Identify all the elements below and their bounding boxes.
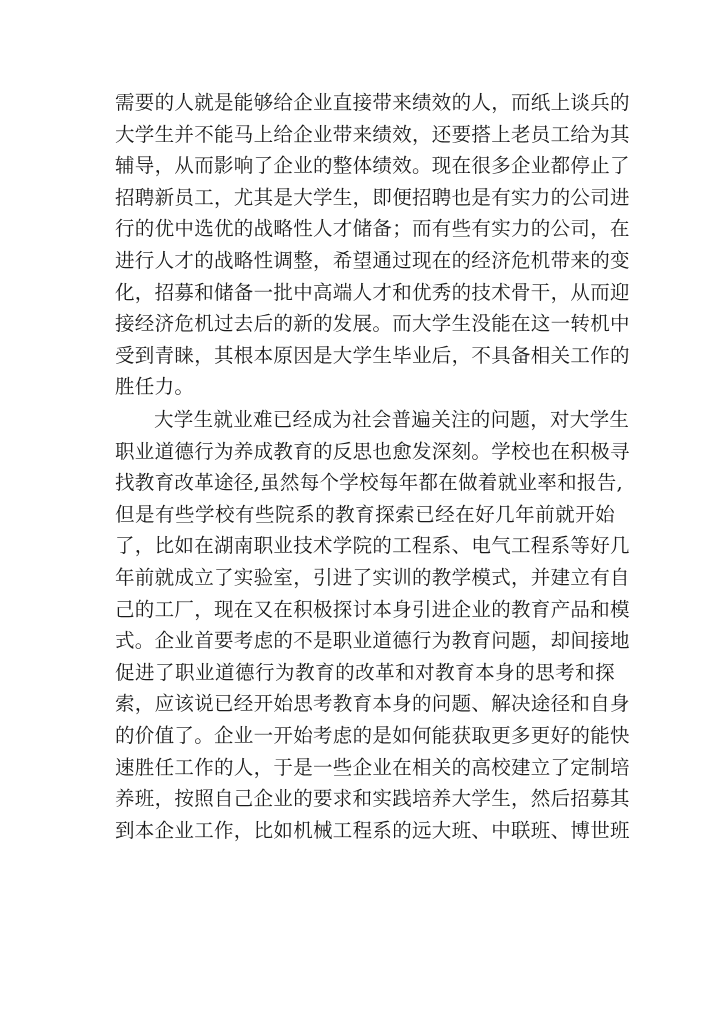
paragraph-line: 大学生就业难已经成为社会普遍关注的问题，对大学生 <box>154 408 630 431</box>
paragraph-line: 到本企业工作，比如机械工程系的远大班、中联班、博世班 <box>115 818 630 842</box>
paragraph-line: 速胜任工作的人，于是一些企业在相关的高校建立了定制培 <box>115 755 630 779</box>
paragraph-line: 式。企业首要考虑的不是职业道德行为教育问题，却间接地 <box>115 629 630 653</box>
paragraph-1 <box>115 87 630 403</box>
paragraph-line: 养班，按照自己企业的要求和实践培养大学生，然后招募其 <box>115 787 630 811</box>
paragraph-line: 了，比如在湖南职业技术学院的工程系、电气工程系等好几 <box>115 534 630 558</box>
paragraph-line: 需要的人就是能够给企业直接带来绩效的人，而纸上谈兵的 <box>115 91 630 114</box>
paragraph-line: 己的工厂，现在又在积极探讨本身引进企业的教育产品和模 <box>115 597 630 621</box>
paragraph-line: 的价值了。企业一开始考虑的是如何能获取更多更好的能快 <box>115 723 630 747</box>
paragraph-line: 胜任力。 <box>115 375 195 399</box>
paragraph-line: 招聘新员工，尤其是大学生，即便招聘也是有实力的公司进 <box>115 185 630 209</box>
paragraph-line: 受到青睐，其根本原因是大学生毕业后，不具备相关工作的 <box>115 343 630 367</box>
paragraph-line: 年前就成立了实验室，引进了实训的教学模式，并建立有自 <box>115 565 630 589</box>
paragraph-line: 行的优中选优的战略性人才储备；而有些有实力的公司，在 <box>115 217 630 241</box>
paragraph-line: 接经济危机过去后的新的发展。而大学生没能在这一转机中 <box>115 312 630 336</box>
paragraph-line: 职业道德行为养成教育的反思也愈发深刻。学校也在积极寻 <box>115 439 630 463</box>
paragraph-line: 索，应该说已经开始思考教育本身的问题、解决途径和自身 <box>115 692 630 716</box>
paragraph-line: 进行人才的战略性调整，希望通过现在的经济危机带来的变 <box>115 248 630 272</box>
paragraph-line: 化，招募和储备一批中高端人才和优秀的技术骨干，从而迎 <box>115 280 630 304</box>
paragraph-line: 但是有些学校有些院系的教育探索已经在好几年前就开始 <box>115 502 615 526</box>
paragraph-line: 找教育改革途径,虽然每个学校每年都在做着就业率和报告, <box>115 471 623 495</box>
paragraph-line: 辅导，从而影响了企业的整体绩效。现在很多企业都停止了 <box>115 154 630 178</box>
paragraph-line: 大学生并不能马上给企业带来绩效，还要搭上老员工给为其 <box>115 122 630 146</box>
paragraph-2 <box>115 404 630 846</box>
paragraph-line: 促进了职业道德行为教育的改革和对教育本身的思考和探 <box>115 660 615 684</box>
